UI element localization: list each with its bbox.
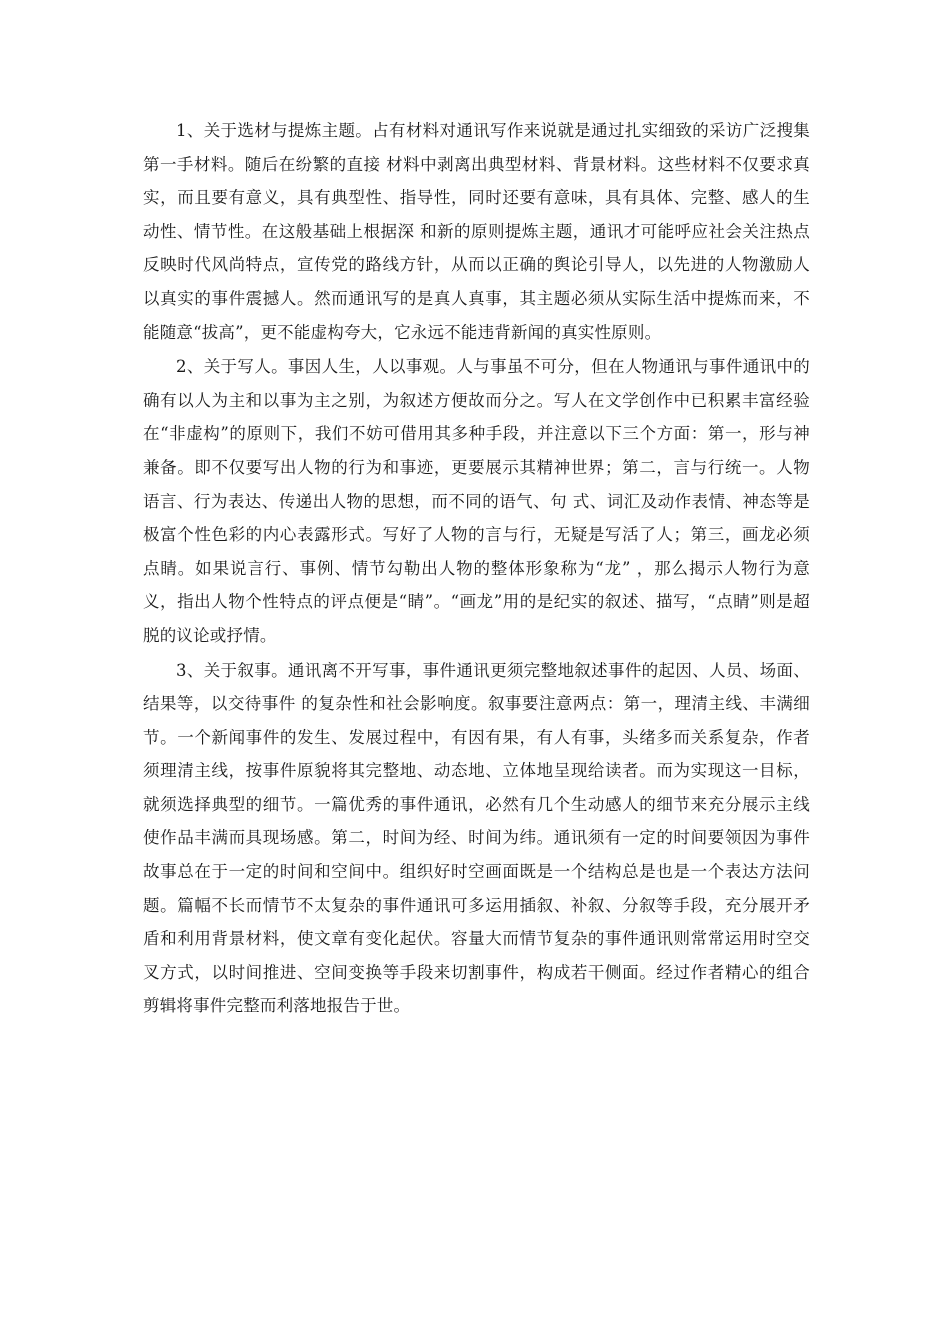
paragraph-selecting-material: 1、关于选材与提炼主题。占有材料对通讯写作来说就是通过扎实细致的采访广泛搜集第一手材料。随后在纷繁的直接 材料中剥离出典型材料、背景材料。这些材料不仅要求真实，而且要有意义，具有典型性、指导性，同时还要有意味，具有具体、完整、感人的生动性、情节性。在这般基础上根据深 和新的原则提炼主题，通讯才可能呼应社会关注热点反映时代风尚特点，宣传党的路线方针，从而以正确的舆论引导人，以先进的人物激励人以真实的事件震撼人。然而通讯写的是真人真事，其主题必须从实际生活中提炼而来，不能随意“拔高”，更不能虚构夸大，它永远不能违背新闻的真实性原则。 xyxy=(143,121,810,342)
paragraph-narrating-events: 3、关于叙事。通讯离不开写事，事件通讯更须完整地叙述事件的起因、人员、场面、结果等，以交待事件 的复杂性和社会影响度。叙事要注意两点：第一，理清主线、丰满细节。一个新闻事件的发生、发展过程中，有因有果，有人有事，头绪多而关系复杂，作者须理清主线，按事件原貌将其完整地、动态地、立体地呈现给读者。而为实现这一目标，就须选择典型的细节。一篇优秀的事件通讯，必然有几个生动感人的细节来充分展示主线使作品丰满而具现场感。第二，时间为经、时间为纬。通讯须有一定的时间要领因为事件故事总在于一定的时间和空间中。组织好时空画面既是一个结构总是也是一个表达方法问题。篇幅不长而情节不太复杂的事件通讯可多运用插叙、补叙、分叙等手段，充分展开矛盾和利用背景材料，使文章有变化起伏。容量大而情节复杂的事件通讯则常常运用时空交叉方式，以时间推进、空间变换等手段来切割事件，构成若干侧面。经过作者精心的组合剪辑将事件完整而利落地报告于世。 xyxy=(143,660,810,1016)
paragraph-writing-people: 2、关于写人。事因人生，人以事观。人与事虽不可分，但在人物通讯与事件通讯中的确有以人为主和以事为主之别，为叙述方便故而分之。写人在文学创作中已积累丰富经验在“非虚构”的原则下，我们不妨可借用其多种手段，并注意以下三个方面：第一，形与神兼备。即不仅要写出人物的行为和事迹，更要展示其精神世界；第二，言与行统一。人物语言、行为表达、传递出人物的思想，而不同的语气、句 式、词汇及动作表情、神态等是极富个性色彩的内心表露形式。写好了人物的言与行，无疑是写活了人；第三，画龙必须点睛。如果说言行、事例、情节勾勒出人物的整体形象称为“龙” ，那么揭示人物行为意义，指出人物个性特点的评点便是“睛”。“画龙”用的是纪实的叙述、描写，“点睛”则是超脱的议论或抒情。 xyxy=(143,357,810,645)
document-body xyxy=(143,114,810,1024)
